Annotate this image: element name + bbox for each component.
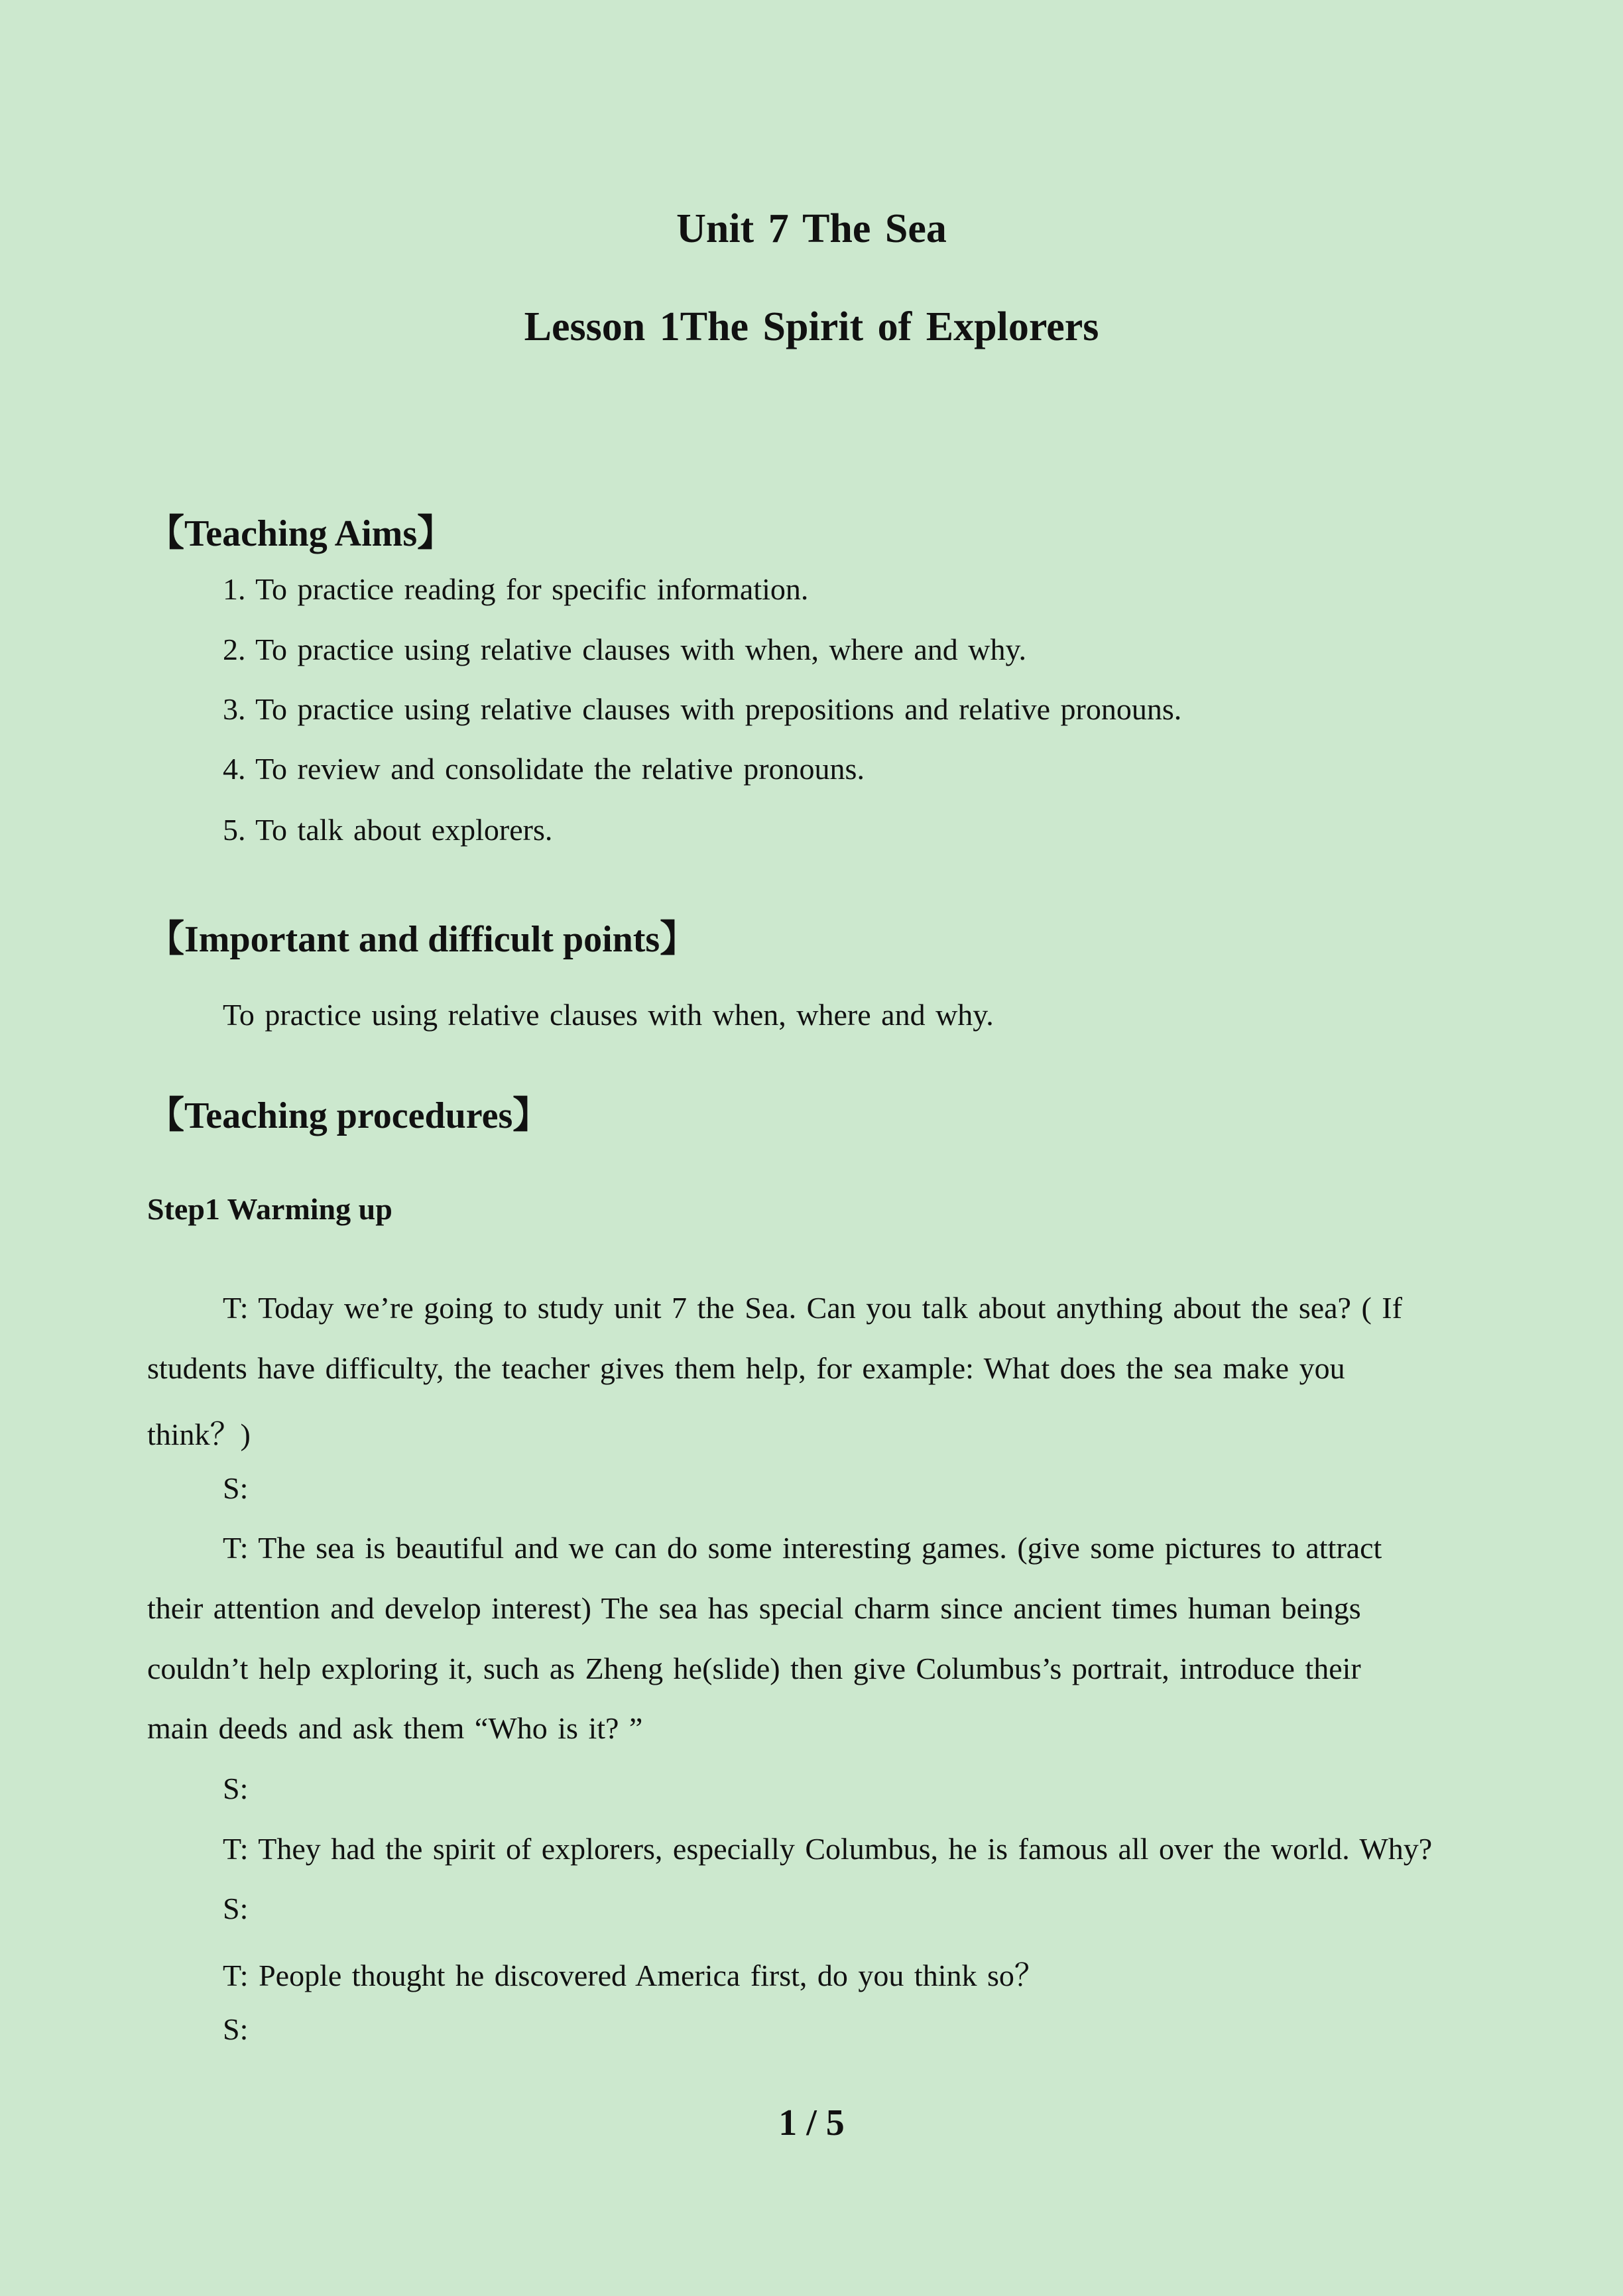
- dialogue-line: T: People thought he discovered America first, do you think so？: [223, 1959, 1045, 1992]
- aim-item: 1. To practice reading for specific information.: [223, 572, 809, 606]
- dialogue-line: S:: [223, 1471, 249, 1505]
- important-points-text: To practice using relative clauses with when, where and why.: [223, 998, 994, 1032]
- dialogue-line: their attention and develop interest) The sea has special charm since ancient times human beings: [147, 1591, 1361, 1625]
- important-points-heading: 【Important and difficult points】: [147, 919, 697, 960]
- dialogue-line: couldn’t help exploring it, such as Zheng he(slide) then give Columbus’s portrait, introduce their: [147, 1652, 1361, 1685]
- dialogue-line: T: They had the spirit of explorers, especially Columbus, he is famous all over the world. Why?: [223, 1832, 1433, 1866]
- dialogue-line: S:: [223, 1772, 249, 1805]
- dialogue-line: S:: [223, 1892, 249, 1925]
- teaching-aims-heading: 【Teaching Aims】: [147, 513, 455, 554]
- aim-item: 2. To practice using relative clauses with when, where and why.: [223, 633, 1026, 666]
- dialogue-line: T: Today we’re going to study unit 7 the Sea. Can you talk about anything about the sea? ( If: [223, 1291, 1402, 1325]
- aim-item: 5. To talk about explorers.: [223, 813, 553, 847]
- dialogue-line: students have difficulty, the teacher gives them help, for example: What does the sea make you: [147, 1351, 1345, 1385]
- teaching-procedures-heading: 【Teaching procedures】: [147, 1095, 550, 1136]
- lesson-title: Lesson 1The Spirit of Explorers: [524, 304, 1099, 349]
- unit-title: Unit 7 The Sea: [676, 206, 947, 251]
- dialogue-line: think？): [147, 1418, 251, 1451]
- dialogue-line: T: The sea is beautiful and we can do some interesting games. (give some pictures to attract: [223, 1531, 1382, 1565]
- dialogue-line: main deeds and ask them “Who is it? ”: [147, 1711, 643, 1745]
- step1-heading: Step1 Warming up: [147, 1192, 392, 1226]
- aim-item: 3. To practice using relative clauses with prepositions and relative pronouns.: [223, 692, 1182, 726]
- page-number: 1 / 5: [778, 2102, 845, 2144]
- aim-item: 4. To review and consolidate the relative pronouns.: [223, 752, 865, 786]
- dialogue-line: S:: [223, 2012, 249, 2046]
